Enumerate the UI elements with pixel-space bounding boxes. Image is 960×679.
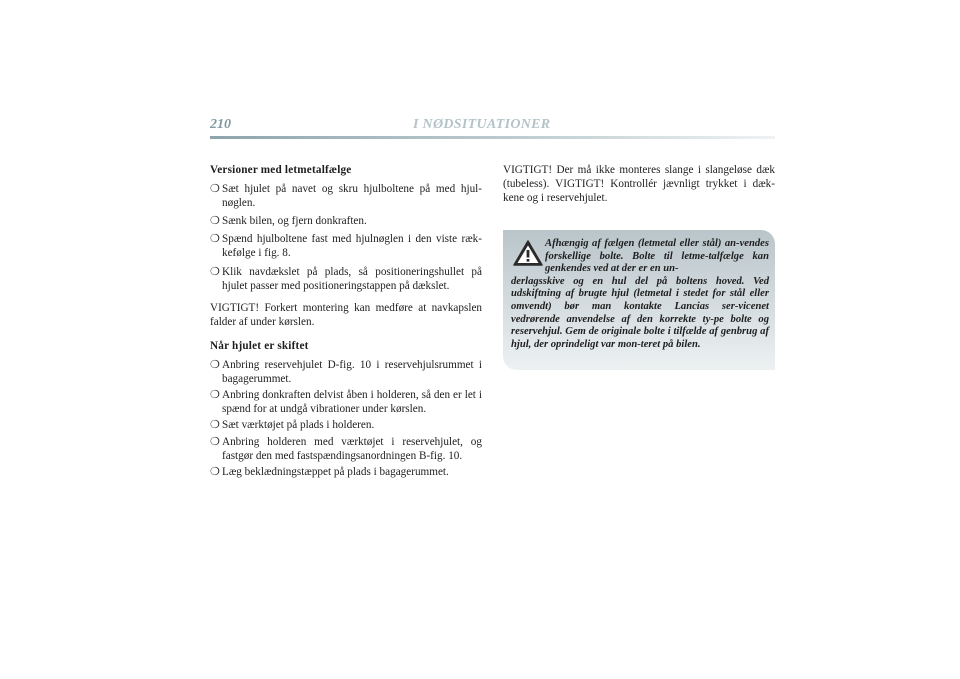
list-item (210, 265, 482, 293)
list-item (210, 388, 482, 416)
heading-after-wheel-change: Når hjulet er skiftet (210, 339, 309, 352)
bullet-icon: ❍ (210, 183, 220, 196)
list-item (210, 182, 482, 210)
list-item-text: Anbring reservehjulet D-fig. 10 i reservehjulsrummet i bagagerummet. (222, 359, 482, 386)
bullet-icon: ❍ (210, 359, 220, 372)
bullet-icon: ❍ (210, 265, 220, 278)
important-note-tubeless: VIGTIGT! Der må ikke monteres slange i slangeløse dæk (tubeless). VIGTIGT! Kontrollér jævnligt trykket i dæk-kene og i reservehjulet. (503, 164, 775, 205)
bullet-icon: ❍ (210, 419, 220, 432)
important-note-hubcap: VIGTIGT! Forkert montering kan medføre at navkapslen falder af under kørslen. (210, 301, 482, 328)
list-item-text: Læg beklædningstæppet på plads i bagagerummet. (222, 465, 449, 478)
list-item (210, 418, 482, 432)
list-item (210, 358, 482, 386)
bullet-icon: ❍ (210, 465, 220, 478)
warning-text (511, 238, 769, 351)
list-item-text: Klik navdækslet på plads, så positioneringshullet på hjulet passer med positioneringstappen på dækslet. (222, 265, 482, 292)
list-item (210, 465, 482, 479)
list-item (210, 214, 482, 228)
bullet-icon: ❍ (210, 389, 220, 402)
warning-text-lead: Afhængig af fælgen (letmetal eller stål) an-vendes forskellige bolte. Bolte til letme-talfælge kan genkendes ved at der er en un- (545, 238, 769, 275)
bullet-icon: ❍ (210, 233, 220, 246)
section-title: I NØDSITUATIONER (413, 117, 551, 132)
list-item-text: Anbring donkraften delvist åben i holderen, så den er let i spænd for at undgå vibrationer under kørslen. (222, 389, 482, 416)
page-number: 210 (210, 117, 231, 132)
list-item (210, 435, 482, 463)
left-column (210, 163, 482, 481)
heading-alloy-rim-versions: Versioner med letmetalfælge (210, 164, 352, 176)
list-item-text: Anbring holderen med værktøjet i reservehjulet, og fastgør den med fastspændingsanordningen B-fig. 10. (222, 435, 482, 462)
right-column (503, 163, 775, 205)
header-rule (210, 136, 775, 139)
list-item (210, 232, 482, 260)
bullet-list-after-change (210, 358, 482, 479)
bullet-icon: ❍ (210, 215, 220, 228)
warning-box (503, 230, 775, 370)
list-item-text: Sæt hjulet på navet og skru hjulboltene på med hjul-nøglen. (222, 183, 482, 210)
warning-text-body: derlagsskive og en hul del på boltens hoved. Ved udskiftning af brugte hjul (letmetal i stedet for stål eller omvendt) bør man kontakte Lancias ser-vicenet vedrørende anvendelse af den korrekte ty-pe bolte og reservehjul. Gem de originale bolte i tilfælde af genbrug af hjul, der oprindeligt var mon-teret på bilen. (511, 275, 769, 350)
page-header (210, 117, 775, 141)
list-item-text: Sænk bilen, og fjern donkraften. (222, 215, 367, 228)
bullet-icon: ❍ (210, 435, 220, 448)
list-item-text: Sæt værktøjet på plads i holderen. (222, 419, 375, 432)
list-item-text: Spænd hjulboltene fast med hjulnøglen i den viste ræk-kefølge i fig. 8. (222, 233, 482, 260)
bullet-list-alloy (210, 182, 482, 293)
